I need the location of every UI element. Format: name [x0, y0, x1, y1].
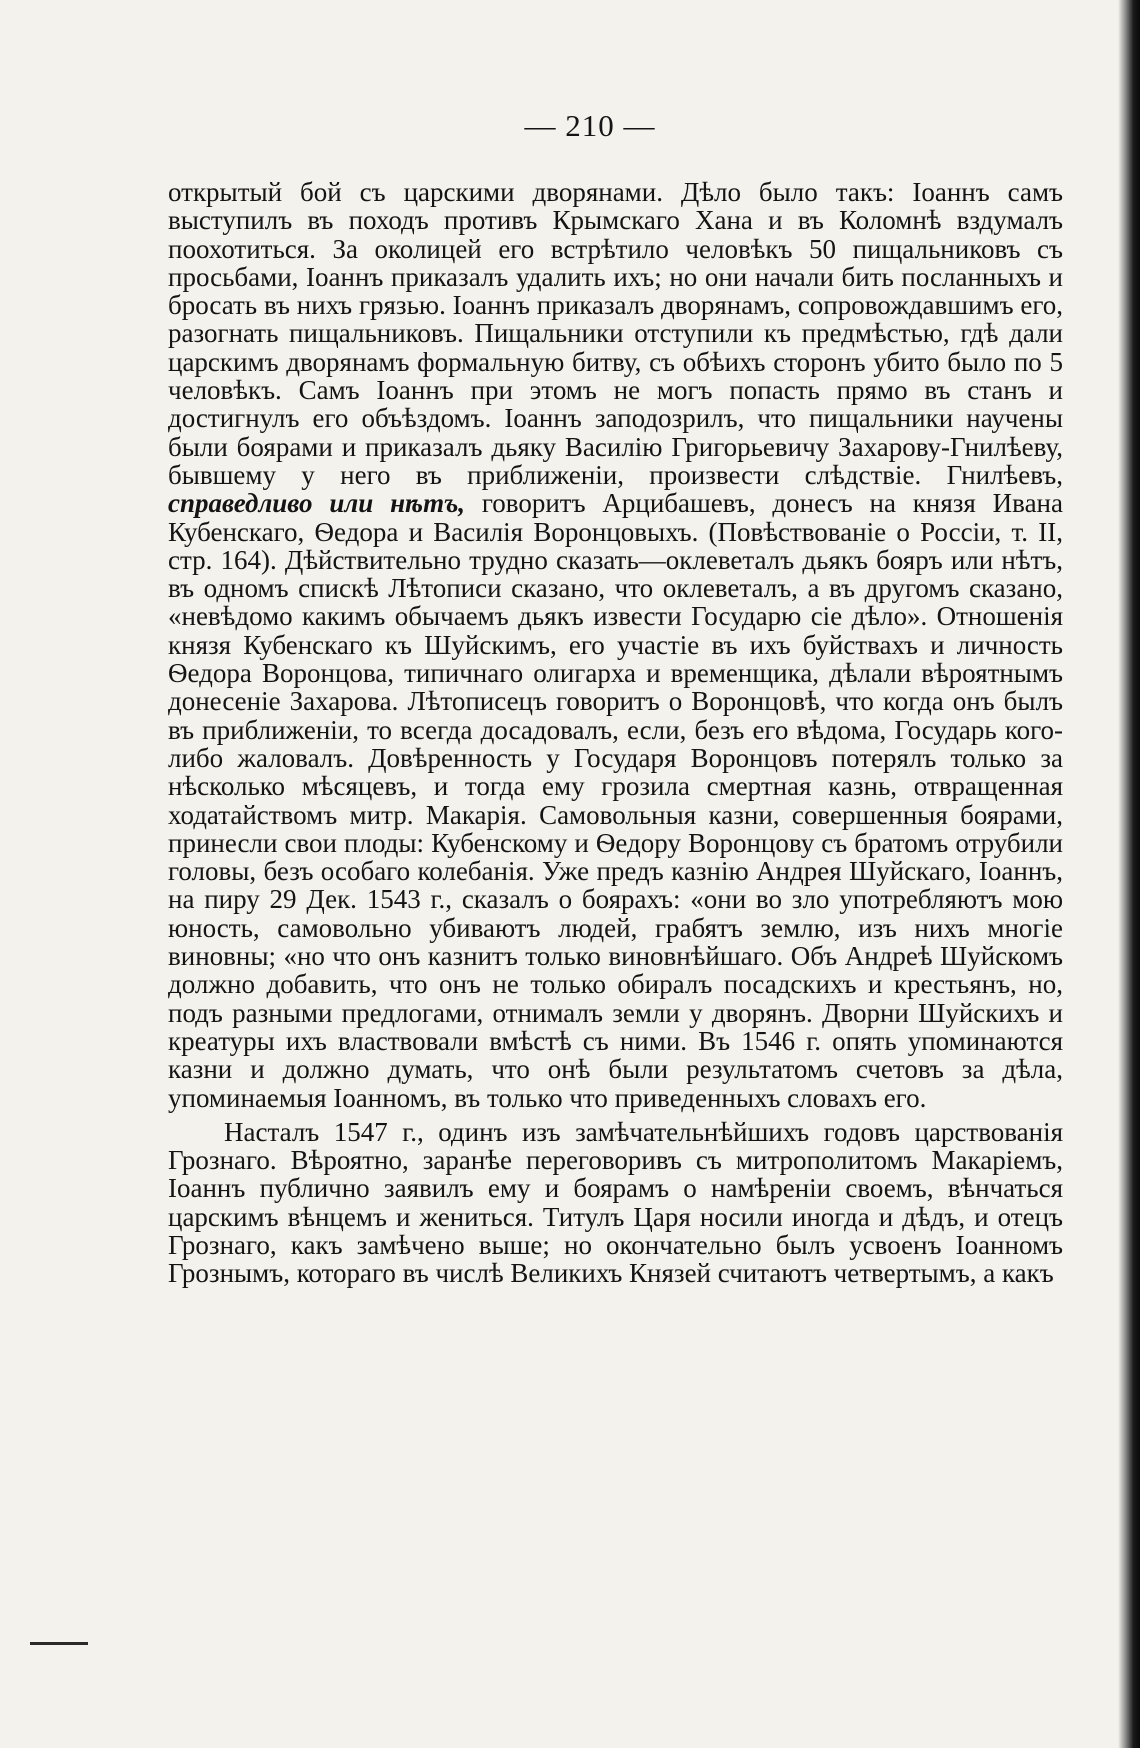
body-text: [168, 178, 1063, 1288]
paragraph-1-text-after: говоритъ Арцибашевъ, донесъ на князя Ивана Кубенскаго, Ѳедора и Василія Воронцовыхъ. (Повѣствованіе о Россіи, т. II, стр. 164). Дѣйствительно трудно сказать—оклеветалъ дьякъ бояръ или нѣтъ, въ одномъ спискѣ Лѣтописи сказано, что оклеветалъ, а въ другомъ сказано, «невѣдомо какимъ обычаемъ дьякъ извести Государю сіе дѣло». Отношенія князя Кубенскаго къ Шуйскимъ, его участіе въ ихъ буйствахъ и личность Ѳедора Воронцова, типичнаго олигарха и временщика, дѣлали вѣроятнымъ донесеніе Захарова. Лѣтописецъ говоритъ о Воронцовѣ, что когда онъ былъ въ приближеніи, то всегда досадовалъ, если, безъ его вѣдома, Государь кого-либо жаловалъ. Довѣренность у Государя Воронцовъ потерялъ только за нѣсколько мѣсяцевъ, и тогда ему грозила смертная казнь, отвращенная ходатайствомъ митр. Макарія. Самовольныя казни, совершенныя боярами, принесли свои плоды: Кубенскому и Ѳедору Воронцову съ братомъ отрубили головы, безъ особаго колебанія. Уже предъ казнію Андрея Шуйскаго, Іоаннъ, на пиру 29 Дек. 1543 г., сказалъ о боярахъ: «они во зло употребляютъ мою юность, самовольно убиваютъ людей, грабятъ землю, изъ нихъ многіе виновны; «но что онъ казнитъ только виновнѣйшаго. Объ Андреѣ Шуйскомъ должно добавить, что онъ не только обиралъ посадскихъ и крестьянъ, но, подъ разными предлогами, отнималъ земли у дворянъ. Дворни Шуйскихъ и креатуры ихъ властвовали вмѣстѣ съ ними. Въ 1546 г. опять упоминаются казни и должно думать, что онѣ были результатомъ счетовъ за дѣла, упоминаемыя Іоанномъ, въ только что приведенныхъ словахъ его.: [168, 488, 1063, 1113]
paragraph-2: Насталъ 1547 г., одинъ изъ замѣчательнѣйшихъ годовъ царствованія Грознаго. Вѣроятно, заранѣе переговоривъ съ митрополитомъ Макаріемъ, Іоаннъ публично заявилъ ему и боярамъ о намѣреніи своемъ, вѣнчаться царскимъ вѣнцемъ и жениться. Титулъ Царя носили иногда и дѣдъ, и отецъ Грознаго, какъ замѣчено выше; но окончательно былъ усвоенъ Іоанномъ Грознымъ, котораго въ числѣ Великихъ Князей считаютъ четвертымъ, а какъ: [168, 1116, 1063, 1289]
paragraph-1-text-before: открытый бой съ царскими дворянами. Дѣло было такъ: Іоаннъ самъ выступилъ въ походъ противъ Крымскаго Хана и въ Коломнѣ вздумалъ поохотиться. За околицей его встрѣтило человѣкъ 50 пищальниковъ съ просьбами, Іоаннъ приказалъ удалить ихъ; но они начали бить посланныхъ и бросать въ нихъ грязью. Іоаннъ приказалъ дворянамъ, сопровождавшимъ его, разогнать пищальниковъ. Пищальники отступили къ предмѣстью, гдѣ дали царскимъ дворянамъ формальную битву, съ обѣихъ сторонъ убито было по 5 человѣкъ. Самъ Іоаннъ при этомъ не могъ попасть прямо въ станъ и достигнулъ его объѣздомъ. Іоаннъ заподозрилъ, что пищальники научены были боярами и приказалъ дьяку Василію Григорьевичу Захарову-Гнилѣеву, бывшему у него въ приближеніи, произвести слѣдствіе. Гнилѣевъ,: [168, 177, 1063, 490]
page-number: — 210 —: [524, 108, 656, 143]
paragraph-1: [168, 178, 1063, 1112]
margin-mark: [30, 1642, 88, 1645]
scan-edge-shadow: [1118, 0, 1140, 1748]
paragraph-1-emphasis: справедливо или нѣтъ,: [168, 488, 466, 519]
